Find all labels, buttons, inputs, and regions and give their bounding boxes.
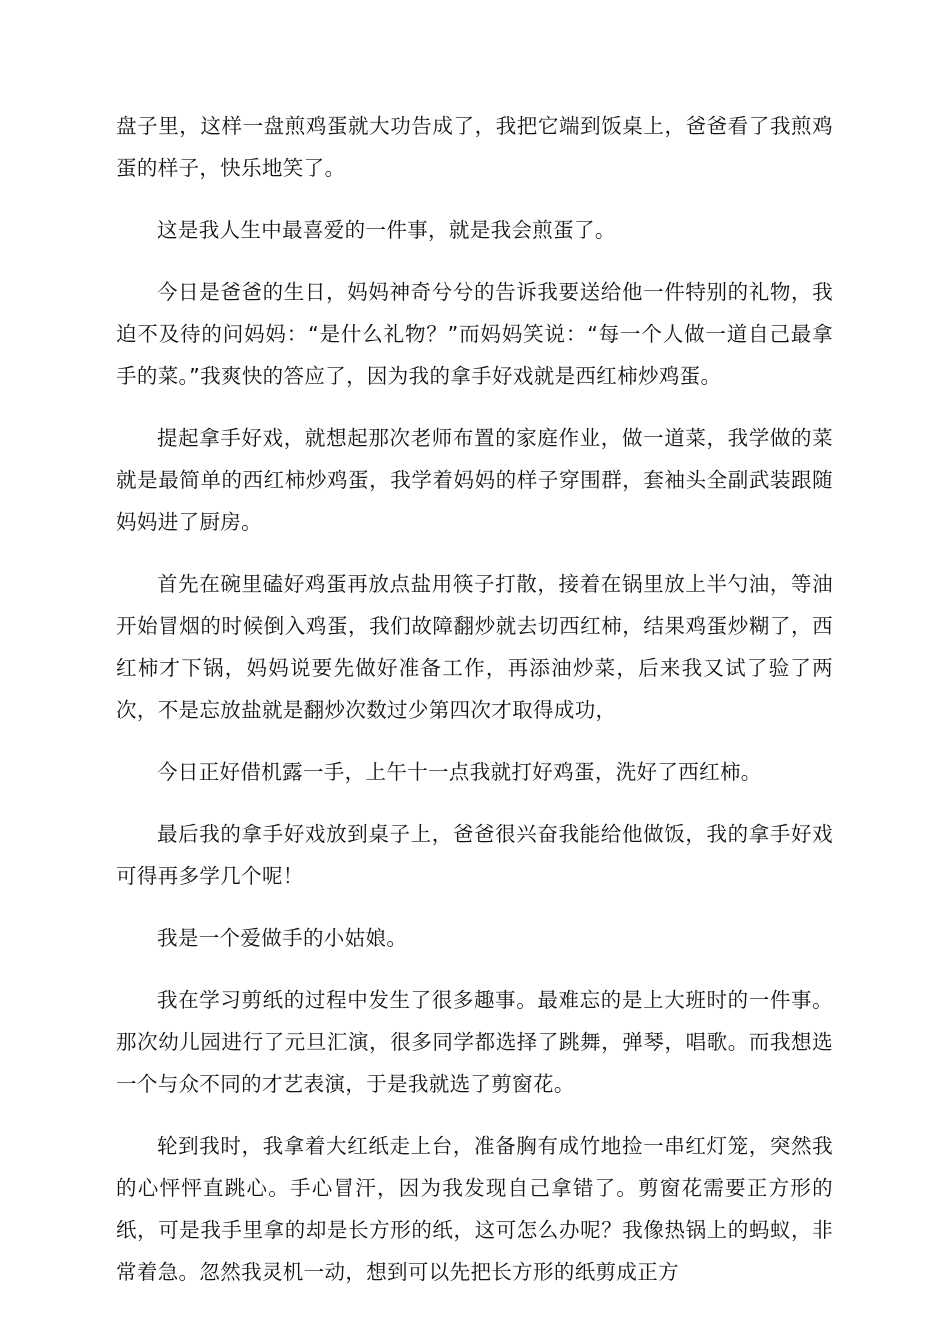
document-body bbox=[116, 105, 833, 1313]
paragraph: 我在学习剪纸的过程中发生了很多趣事。最难忘的是上大班时的一件事。那次幼儿园进行了元旦汇演，很多同学都选择了跳舞，弹琴，唱歌。而我想选一个与众不同的才艺表演，于是我就选了剪窗花。 bbox=[116, 988, 833, 1096]
paragraph: 今日是爸爸的生日，妈妈神奇兮兮的告诉我要送给他一件特别的礼物，我迫不及待的问妈妈：“是什么礼物？”而妈妈笑说：“每一个人做一道自己最拿手的菜。”我爽快的答应了，因为我的拿手好戏就是西红柿炒鸡蛋。 bbox=[116, 280, 833, 388]
paragraph: 盘子里，这样一盘煎鸡蛋就大功告成了，我把它端到饭桌上，爸爸看了我煎鸡蛋的样子，快乐地笑了。 bbox=[116, 114, 833, 180]
paragraph: 这是我人生中最喜爱的一件事，就是我会煎蛋了。 bbox=[157, 218, 616, 242]
paragraph: 轮到我时，我拿着大红纸走上台，准备胸有成竹地捡一串红灯笼，突然我的心怦怦直跳心。手心冒汗，因为我发现自己拿错了。剪窗花需要正方形的纸，可是我手里拿的却是长方形的纸，这可怎么办呢？我像热锅上的蚂蚁，非常着急。忽然我灵机一动，想到可以先把长方形的纸剪成正方 bbox=[116, 1134, 833, 1284]
paragraph: 我是一个爱做手的小姑娘。 bbox=[157, 926, 408, 950]
paragraph: 首先在碗里磕好鸡蛋再放点盐用筷子打散，接着在锅里放上半勺油，等油开始冒烟的时候倒入鸡蛋，我们故障翻炒就去切西红柿，结果鸡蛋炒糊了，西红柿才下锅，妈妈说要先做好准备工作，再添油炒菜，后来我又试了验了两次，不是忘放盐就是翻炒次数过少第四次才取得成功， bbox=[116, 572, 833, 722]
paragraph: 最后我的拿手好戏放到桌子上，爸爸很兴奋我能给他做饭，我的拿手好戏可得再多学几个呢！ bbox=[116, 822, 833, 888]
paragraph: 提起拿手好戏，就想起那次老师布置的家庭作业，做一道菜，我学做的菜就是最简单的西红柿炒鸡蛋，我学着妈妈的样子穿围群，套袖头全副武装跟随妈妈进了厨房。 bbox=[116, 426, 833, 534]
paragraph: 今日正好借机露一手，上午十一点我就打好鸡蛋，洗好了西红柿。 bbox=[157, 760, 762, 784]
